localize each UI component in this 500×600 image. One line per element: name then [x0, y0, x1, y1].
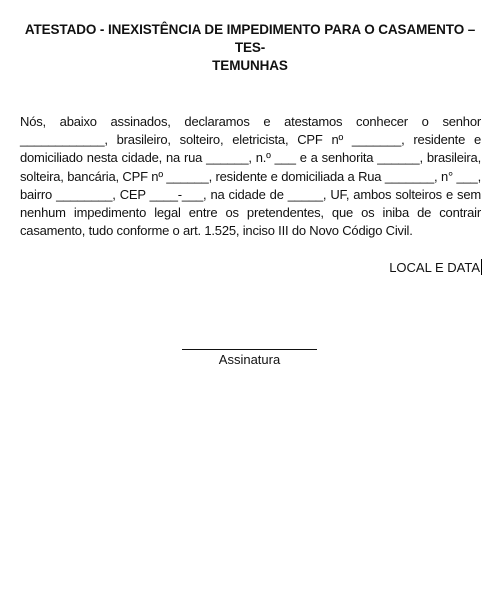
text-cursor — [481, 259, 482, 275]
place-date-text: LOCAL E DATA — [389, 260, 480, 275]
signature-label: Assinatura — [218, 352, 281, 367]
declaration-paragraph: Nós, abaixo assinados, declaramos e atestamos conhecer o senhor ____________, brasileiro, solteiro, eletricista, CPF nº _______, residente e domiciliado nesta cidade, na rua ______, n.º ___ e a senhorita ______, brasileira, solteira, bancária, CPF nº ______, residente e domiciliada a Rua _______, n° ___, bairro ________, CEP ____-___, na cidade de _____, UF, ambos solteiros e sem nenhum impedimento legal entre os pretendentes, que os iniba de contrair casamento, tudo conforme o art. 1.525, inciso III do Novo Código Civil. — [20, 114, 481, 239]
title-line-2: TEMUNHAS — [212, 58, 288, 73]
document-title — [22, 21, 478, 75]
place-date-field[interactable] — [389, 259, 482, 277]
title-line-1: ATESTADO - INEXISTÊNCIA DE IMPEDIMENTO PARA O CASAMENTO – TES- — [24, 22, 476, 55]
signature-line — [182, 349, 317, 350]
